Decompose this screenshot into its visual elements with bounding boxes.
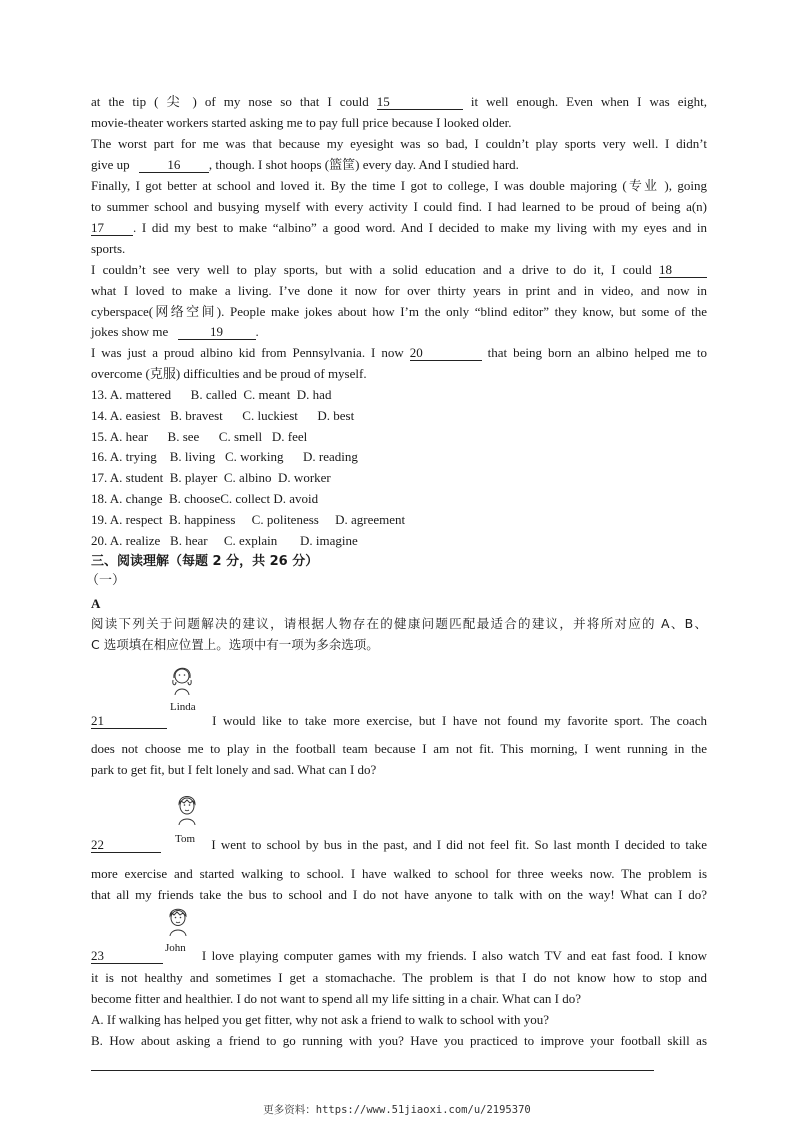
blank-16: 16	[139, 158, 209, 173]
tom-first-line: 22 I went to school by bus in the past, and I did not feel fit. So last month I decided to take	[91, 837, 708, 852]
blank-18: 18	[659, 263, 707, 278]
linda-avatar-icon	[168, 662, 196, 696]
passage-line-13: I was just a proud albino kid from Pennsylvania. I now 20 that being born an albino helped me to	[91, 345, 708, 360]
instruction-line-2: C 选项填在相应位置上。选项中有一项为多余选项。	[91, 637, 379, 652]
linda-name: Linda	[170, 701, 196, 713]
blank-21: 21	[91, 714, 167, 729]
blank-17: 17	[91, 221, 133, 236]
answer-b: B. How about asking a friend to go running with you? Have you practiced to improve your football skill as	[91, 1033, 707, 1048]
blank-19: 19	[178, 325, 256, 340]
blank-22: 22	[91, 838, 161, 853]
john-name: John	[165, 942, 186, 954]
option-row-17: 17. A. student B. player C. albino D. worker	[91, 470, 331, 485]
passage-line-8: sports.	[91, 241, 126, 256]
footer-link[interactable]: 更多资料：https://www.51jiaoxi.com/u/2195370	[263, 1104, 531, 1116]
passage-line-3: The worst part for me was that because my eyesight was so bad, I couldn’t play sports very well. I didn’t	[91, 136, 707, 151]
passage-line-9: I couldn’t see very well to play sports, but with a solid education and a drive to do it, I could 18	[91, 262, 707, 278]
option-row-18: 18. A. change B. chooseC. collect D. avoid	[91, 491, 319, 506]
option-row-15: 15. A. hear B. see C. smell D. feel	[91, 429, 308, 444]
option-row-14: 14. A. easiest B. bravest C. luckiest D. best	[91, 408, 355, 423]
passage-line-5: Finally, I got better at school and loved it. By the time I got to college, I was double majoring (专业 ), going	[91, 178, 707, 193]
tom-avatar-icon	[174, 792, 200, 826]
linda-first-line: 21 I would like to take more exercise, but I have not found my favorite sport. The coach	[91, 713, 707, 728]
option-row-16: 16. A. trying B. living C. working D. reading	[91, 449, 358, 464]
blank-23: 23	[91, 949, 163, 964]
section-subtitle: （一）	[86, 573, 126, 588]
part-label: A	[91, 596, 101, 611]
option-row-19: 19. A. respect B. happiness C. politeness D. agreement	[91, 512, 406, 527]
passage-line-6: to summer school and busying myself with every activity I could find. I had learned to be proud of being a(n)	[91, 199, 707, 214]
john-line-2: it is not healthy and sometimes I get a stomachache. The problem is that I do not know how to stop and	[91, 970, 707, 985]
linda-line-2: does not choose me to play in the football team because I am not fit. This morning, I went running in the	[91, 741, 707, 756]
passage-line-14: overcome (克服) difficulties and be proud of myself.	[91, 366, 367, 381]
passage-line-1: at the tip ( 尖 ) of my nose so that I could 15 it well enough. Even when I was eight,	[91, 94, 708, 110]
john-avatar-icon	[165, 905, 191, 937]
passage-line-4: give up 16 , though. I shot hoops (篮筐) every day. And I studied hard.	[91, 157, 519, 172]
passage-line-7: 17 . I did my best to make “albino” a good word. And I decided to make my living with my eyes and in	[91, 220, 707, 235]
answer-a: A. If walking has helped you get fitter, why not ask a friend to walk to school with you?	[91, 1012, 549, 1027]
tom-name: Tom	[175, 833, 196, 845]
passage-line-12: jokes show me 19 .	[91, 324, 259, 339]
blank-20: 20	[410, 346, 482, 361]
passage-line-11: cyberspace(网络空间). People make jokes about how I’m the only “blind editor” they know, but some of the	[91, 304, 707, 319]
tom-line-3: that all my friends take the bus to school and I do not have anyone to talk with on the way! What can I do?	[91, 887, 707, 902]
blank-15: 15	[377, 95, 463, 110]
option-row-20: 20. A. realize B. hear C. explain D. imagine	[91, 533, 358, 548]
option-row-13: 13. A. mattered B. called C. meant D. had	[91, 387, 332, 402]
john-first-line: 23 I love playing computer games with my friends. I also watch TV and eat fast food. I know	[91, 948, 708, 963]
passage-line-10: what I loved to make a living. I’ve done it now for over thirty years in print and in video, and now in	[91, 283, 707, 298]
linda-line-3: park to get fit, but I felt lonely and sad. What can I do?	[91, 762, 377, 777]
john-line-3: become fitter and healthier. I do not want to spend all my life sitting in a chair. What can I do?	[91, 991, 582, 1006]
tom-line-2: more exercise and started walking to school. I have walked to school for three weeks now. The problem is	[91, 866, 707, 881]
section-title: 三、阅读理解（每题 2 分，共 26 分）	[91, 554, 319, 569]
instruction-line-1: 阅读下列关于问题解决的建议，请根据人物存在的健康问题匹配最适合的建议，并将所对应的 A、B、	[91, 616, 707, 631]
passage-line-2: movie-theater workers started asking me to pay full price because I looked older.	[91, 115, 512, 130]
bottom-rule	[91, 1070, 654, 1071]
